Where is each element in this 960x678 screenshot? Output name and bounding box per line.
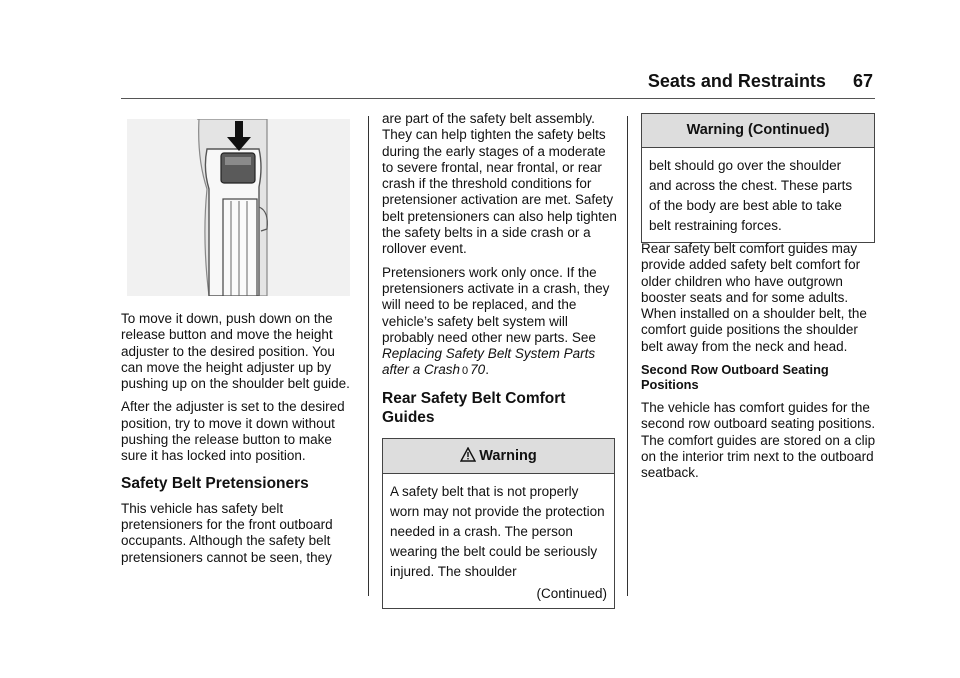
warning-title: Warning	[479, 448, 537, 464]
warning-body	[383, 474, 614, 608]
paragraph: are part of the safety belt assembly. They can help tighten the safety belts during the early stages of a moderate to severe frontal, near frontal, or rear crash if the threshold conditions for pretensioner activation are met. Safety belt pretensioners can also help tighten the safety belts in a side crash or a rollover event.	[382, 111, 617, 257]
paragraph-end: .	[485, 362, 489, 378]
paragraph-text: Pretensioners work only once. If the pretensioners activate in a crash, they will need to be replaced, and the vehicle’s safety belt system will probably need other new parts. See	[382, 264, 610, 345]
column-1	[121, 311, 356, 573]
warning-box-continued	[641, 113, 875, 243]
warning-body	[642, 148, 874, 242]
page-number: 67	[852, 71, 873, 91]
column-3	[641, 241, 876, 489]
continued-label: (Continued)	[536, 586, 607, 601]
warning-header: Warning (Continued)	[642, 114, 874, 148]
warning-header	[383, 439, 614, 474]
section-heading: Rear Safety Belt Comfort Guides	[382, 389, 566, 426]
warning-triangle-icon	[460, 441, 476, 475]
paragraph: The vehicle has comfort guides for the second row outboard seating positions. The comfort guides are stored on a clip on the interior trim next to the outboard seatback.	[641, 400, 876, 481]
section-title: Seats and Restraints	[647, 71, 826, 91]
subsection-heading: Second Row Outboard Seating Positions	[641, 362, 829, 393]
height-adjuster-illustration	[127, 119, 350, 296]
paragraph: Rear safety belt comfort guides may provide added safety belt comfort for older children who have outgrown booster seats and for some adults. When installed on a shoulder belt, the comfort guide positions the shoulder belt away from the neck and head.	[641, 241, 867, 354]
paragraph: To move it down, push down on the release button and move the height adjuster to the desired position. You can move the height adjuster up by pushing up on the shoulder belt guide.	[121, 311, 350, 392]
cross-reference-page[interactable]: 70	[470, 362, 486, 378]
page-header	[628, 71, 873, 92]
paragraph: After the adjuster is set to the desired position, try to move it down without pushing the release button to make sure it has locked into position.	[121, 399, 345, 464]
warning-box	[382, 438, 615, 609]
section-heading: Safety Belt Pretensioners	[121, 474, 309, 492]
header-rule	[121, 98, 875, 99]
column-divider	[368, 116, 369, 596]
paragraph	[382, 265, 617, 380]
column-divider	[627, 116, 628, 596]
cross-reference-link[interactable]: Replacing Safety Belt System Parts after a Crash	[382, 346, 596, 378]
warning-text: A safety belt that is not properly worn may not provide the protection needed in a crash. The person wearing the belt could be seriously injured. The shoulder	[390, 484, 605, 579]
page-reference-icon: 0	[462, 365, 469, 378]
warning-text: belt should go over the shoulder and across the chest. These parts of the body are best able to take belt restraining forces.	[649, 158, 853, 233]
paragraph: This vehicle has safety belt pretensioners for the front outboard occupants. Although the safety belt pretensioners cannot be seen, they	[121, 500, 333, 565]
column-2	[382, 111, 617, 435]
